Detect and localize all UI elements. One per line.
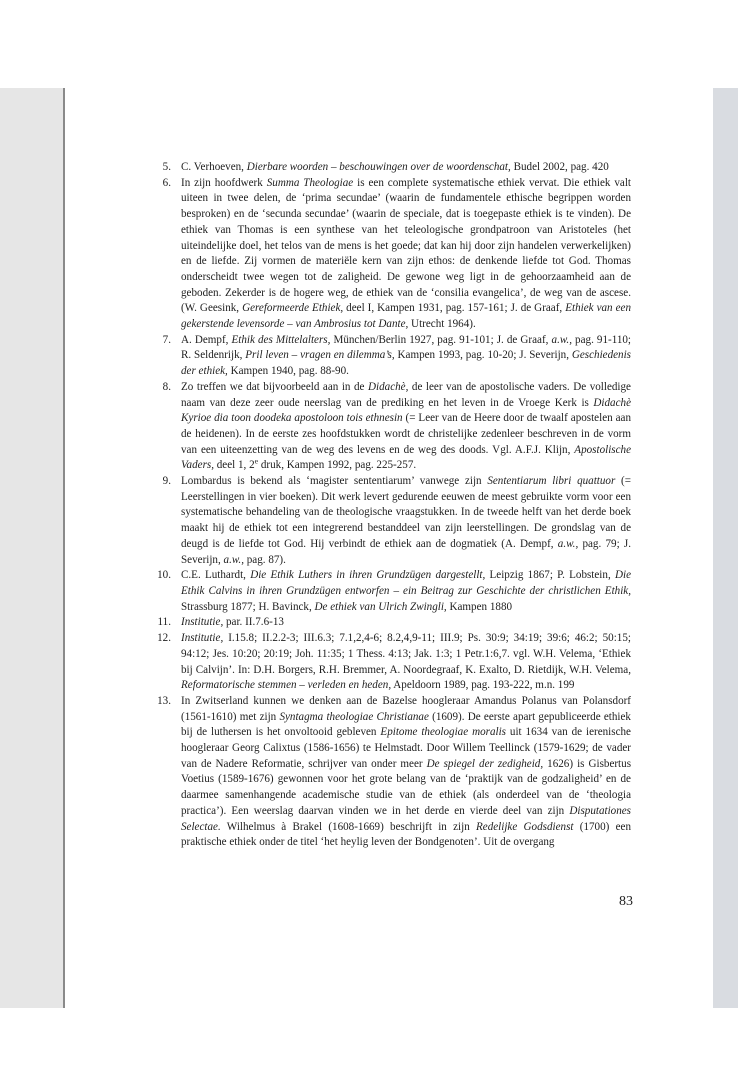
text-run: par. II.7.6-13 [223, 616, 284, 629]
footnote-text [181, 333, 631, 380]
footnote-text [181, 176, 631, 333]
text-run: (1700) een praktische ethiek onder de titel ‘het heylig leven der Bondgenoten’. Uit de overgang [181, 820, 631, 849]
italic-title: Die Ethik Luthers in ihren Grundzügen dargestellt, [250, 569, 486, 582]
text-run: druk, Kampen 1992, pag. 225-257. [258, 459, 417, 472]
footnote-number: 6. [162, 176, 171, 189]
italic-title: Didachè, [368, 380, 409, 393]
footnote [145, 631, 631, 694]
italic-title: Gereformeerde Ethiek, [242, 302, 344, 315]
text-run: (= Leerstellingen in vier boeken). Dit werk levert gedurende eeuwen de meest gebruikte vorm voor een systematische behandeling van de theologische vraagstukken. In de tweede helft van het derde boek maakt hij de ethiek tot een integrerend bestanddeel van zijn leerstellingen. De grondslag van de deugd is de liefde tot God. Hij verbindt de ethiek aan de dogmatiek (A. Dempf, [181, 475, 631, 550]
footnote-text [181, 615, 631, 631]
text-run: Leipzig 1867; P. Lobstein, [485, 569, 615, 582]
text-run: (= Leer van de Heere door de twaalf apostelen aan de heidenen). In de eerste zes hoofdstukken wordt de christelijke zedenleer beschreven in de vorm van een uiteenzetting van de weg des levens en de weg des doods. Vgl. A.F.J. Klijn, [181, 412, 631, 456]
italic-title: a.w., [223, 553, 244, 566]
text-run: Utrecht 1964). [408, 318, 476, 331]
footnote-number: 7. [162, 333, 171, 346]
footnote-number: 11. [157, 616, 171, 629]
footnote [145, 474, 631, 568]
scan-margin-left [0, 88, 64, 1008]
page-number: 83 [619, 894, 633, 909]
text-run: In zijn hoofdwerk [181, 176, 267, 189]
italic-title: De ethiek van Ulrich Zwingli, [314, 600, 447, 613]
text-run: Strassburg 1877; H. Bavinck, [181, 600, 315, 613]
text-run: de leer van de apostolische vaders. De volledige naam van deze zeer oude neerslag van de prediking en het leven in de Vroege Kerk is [181, 380, 631, 409]
footnote [145, 615, 631, 631]
text-run: deel I, Kampen 1931, pag. 157-161; J. de Graaf, [343, 302, 566, 315]
italic-title: De spiegel der zedigheid, [426, 757, 544, 770]
footnotes-list [145, 160, 631, 851]
text-run: uit 1634 van de ierenische hoogleraar Georg Calixtus (1586-1656) te Helmstadt. Door Willem Teellinck (1579-1629; de vader van de Nadere Reformatie, schrijver van onder meer [181, 726, 631, 770]
footnote [145, 568, 631, 615]
footnote-number: 13. [157, 694, 171, 707]
superscript: e [254, 456, 259, 466]
italic-title: Institutie, [181, 616, 224, 629]
text-run: deel 1, 2 [213, 459, 255, 472]
text-run: C. Verhoeven, [181, 161, 247, 173]
footnote-text [181, 160, 631, 176]
text-run: In Zwitserland kunnen we denken aan de Bazelse hoogleraar Amandus Polanus van Polansdorf (1561-1610) met zijn [181, 694, 631, 723]
text-run: Budel 2002, pag. 420 [510, 161, 609, 173]
footnote [145, 380, 631, 474]
italic-title: Sententiarum libri quattuor [487, 475, 616, 488]
footnote-text [181, 380, 631, 474]
footnote-number: 10. [157, 569, 171, 582]
footnote-number: 9. [162, 475, 171, 488]
text-run: pag. 87). [243, 553, 286, 566]
text-run: pag. 79; J. Severijn, [181, 537, 631, 566]
text-run: München/Berlin 1927, pag. 91-101; J. de Graaf, [330, 333, 552, 346]
text-run: (1609). De eerste apart gepubliceerde ethiek bij de luthersen is het onvoltooid gebleven [181, 710, 631, 739]
text-run: Wilhelmus à Brakel (1608-1669) beschrijft in zijn [220, 820, 477, 833]
italic-title: Disputationes Selectae. [181, 804, 631, 833]
italic-title: Apostolische Vaders, [181, 443, 631, 472]
footnote-number: 8. [162, 380, 171, 393]
text-run: I.15.8; II.2.2-3; III.6.3; 7.1,2,4-6; 8.2,4,9-11; III.9; Ps. 30:9; 34:19; 39:6; 46:2; 50:15; 94:12; Jes. 10:20; 20:19; Joh. 11:35; 1 Thess. 4:13; Jak. 1:3; 1 Petr.1:6,7. vgl. W.H. Velema, ‘Ethiek bij Calvijn’. In: D.H. Borgers, R.H. Bremmer, A. Noordegraaf, K. Exalto, D. Rietdijk, W.H. Velema, [181, 632, 631, 676]
scan-margin-right [713, 88, 738, 1008]
text-run: A. Dempf, [181, 333, 232, 346]
italic-title: Reformatorische stemmen – verleden en heden, [181, 679, 392, 692]
italic-title: Didachè Kyrioe dia toon doodeka apostoloon tois ethnesin [181, 396, 631, 425]
italic-title: Ethiek van een gekerstende levensorde – van Ambrosius tot Dante, [181, 302, 631, 331]
text-run: is een complete systematische ethiek vervat. Die ethiek valt uiteen in twee delen, de ‘prima secundae’ (waarin de fundamentele ethische begrippen worden besproken) en de ‘secunda secundae’ (waarin de speciale, dat is toegepaste ethiek is te vinden). De ethiek van Thomas is een synthese van het teleologische grondpatroon van Aristoteles (het uiteindelijke doel, het telos van de mens is het goede; dat kan hij door zijn handelen verwerkelijken) en de liefde. Zij vormen de materiële kern van zijn ethos: de denkende liefde tot God. Thomas onderscheidt twee wegen tot de zaligheid. De gewone weg ligt in de gehoorzaamheid aan de geboden. Zekerder is de hogere weg, de ethiek van de ‘consilia evangelica’, de weg van de ascese. (W. Geesink, [181, 176, 631, 315]
italic-title: Redelijke Godsdienst [476, 820, 574, 833]
book-page [65, 88, 713, 1008]
footnote [145, 160, 631, 176]
text-run: Zo treffen we dat bijvoorbeeld aan in de [181, 380, 368, 393]
text-run: Kampen 1940, pag. 88-90. [227, 365, 349, 378]
italic-title: Die Ethik Calvins in ihren Grundzügen entworfen – ein Beitrag zur Geschichte der christlichen Ethik, [181, 569, 631, 597]
footnote [145, 694, 631, 851]
text-run: Apeldoorn 1989, pag. 193-222, m.n. 199 [391, 679, 575, 692]
footnote [145, 333, 631, 380]
italic-title: Ethik des Mittelalters, [231, 333, 331, 346]
footnote-text [181, 568, 631, 615]
footnote-text [181, 474, 631, 568]
italic-title: Syntagma theologiae Christianae [279, 710, 429, 723]
footnote-number: 12. [157, 632, 171, 645]
italic-title: Dierbare woorden – beschouwingen over de woordenschat, [246, 161, 511, 173]
italic-title: Institutie, [181, 632, 224, 645]
text-run: Lombardus is bekend als ‘magister sententiarum’ vanwege zijn [181, 475, 488, 488]
footnote [145, 176, 631, 333]
italic-title: Summa Theologiae [266, 176, 354, 189]
italic-title: a.w., [551, 333, 572, 346]
text-run: Kampen 1993, pag. 10-20; J. Severijn, [394, 349, 572, 362]
text-run: 1626) is Gisbertus Voetius (1589-1676) gewonnen voor het grote belang van de ‘praktijk van de godzaligheid’ en de daarmee samenhangende academische studie van de ethiek (als onderdeel van de ‘theologia practica’). Een weerslag daarvan vinden we in het derde en vierde deel van zijn [181, 757, 632, 817]
footnote-number: 5. [162, 161, 171, 173]
footnote-text [181, 631, 631, 694]
italic-title: Epitome theologiae moralis [380, 726, 506, 739]
footnote-text [181, 694, 631, 851]
text-run: C.E. Luthardt, [181, 569, 251, 582]
text-run: pag. 91-110; R. Seldenrijk, [181, 333, 632, 362]
text-run: Kampen 1880 [446, 600, 513, 613]
italic-title: a.w., [557, 537, 579, 550]
italic-title: Geschiedenis der ethiek, [181, 349, 631, 378]
italic-title: Pril leven – vragen en dilemma’s, [245, 349, 395, 362]
